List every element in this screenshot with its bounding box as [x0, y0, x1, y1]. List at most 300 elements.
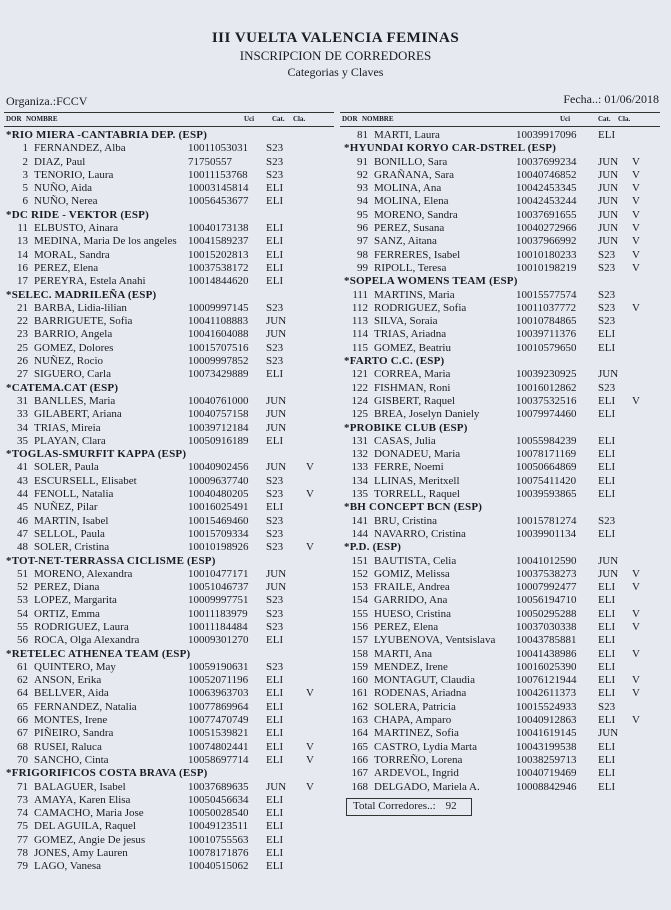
- rider-category: S23: [266, 607, 284, 620]
- rider-name: TENORIO, Laura: [34, 168, 114, 181]
- team-header: [340, 355, 660, 368]
- rider-name: BAUTISTA, Celia: [374, 554, 457, 567]
- right-rows: [340, 129, 660, 794]
- rider-uci: 10040480205: [188, 488, 249, 501]
- rider-dorsal: 5: [22, 182, 28, 195]
- rider-name: ESCURSELL, Elisabet: [34, 474, 137, 487]
- rider-category: JUN: [598, 155, 619, 168]
- rider-row: [340, 195, 660, 208]
- rider-name: HUESO, Cristina: [374, 607, 451, 620]
- rider-uci: 10011053031: [188, 142, 249, 155]
- rider-category: S23: [266, 620, 284, 633]
- rider-dorsal: 94: [357, 195, 368, 208]
- rider-row: [340, 687, 660, 700]
- rider-uci: 10043199538: [516, 740, 577, 753]
- rider-dorsal: 48: [17, 541, 28, 554]
- rider-category: ELI: [598, 527, 616, 540]
- rider-category: JUN: [598, 727, 619, 740]
- rider-name: ORTIZ, Emma: [34, 607, 100, 620]
- rider-row: [4, 475, 334, 488]
- rider-dorsal: 68: [17, 740, 28, 753]
- rider-row: [4, 488, 334, 501]
- rider-row: [340, 315, 660, 328]
- rider-category: ELI: [598, 408, 616, 421]
- rider-uci: 10056194710: [516, 594, 577, 607]
- rider-category: ELI: [266, 714, 284, 727]
- col-cla: Cla.: [618, 115, 631, 123]
- rider-category: ELI: [598, 767, 616, 780]
- rider-category: JUN: [598, 195, 619, 208]
- rider-uci: 10039712184: [188, 421, 249, 434]
- rider-classification: V: [306, 753, 314, 766]
- team-header: [4, 289, 334, 302]
- rider-uci: 10009637740: [188, 474, 249, 487]
- rider-name: SIGUERO, Carla: [34, 368, 111, 381]
- rider-dorsal: 31: [17, 394, 28, 407]
- col-uci: Uci: [560, 115, 571, 123]
- rider-name: MOLINA, Ana: [374, 182, 442, 195]
- rider-dorsal: 45: [17, 501, 28, 514]
- rider-dorsal: 121: [351, 368, 368, 381]
- rider-dorsal: 131: [351, 434, 368, 447]
- rider-uci: 10042611373: [516, 687, 577, 700]
- rider-classification: V: [632, 620, 640, 633]
- rider-category: S23: [598, 248, 616, 261]
- rider-row: [4, 634, 334, 647]
- rider-row: [4, 701, 334, 714]
- rider-classification: V: [632, 182, 640, 195]
- col-dor: DOR: [6, 115, 22, 123]
- rider-dorsal: 64: [17, 687, 28, 700]
- page-subtitle: INSCRIPCION DE CORREDORES: [239, 48, 432, 63]
- rider-row: [4, 568, 334, 581]
- rider-uci: 10010477171: [188, 567, 249, 580]
- rider-dorsal: 27: [17, 368, 28, 381]
- rider-category: ELI: [598, 594, 616, 607]
- rider-dorsal: 159: [351, 660, 368, 673]
- rider-uci: 10037030338: [516, 620, 577, 633]
- rider-row: [340, 767, 660, 780]
- rider-dorsal: 66: [17, 714, 28, 727]
- rider-row: [340, 328, 660, 341]
- rider-dorsal: 91: [357, 155, 368, 168]
- rider-name: JONES, Amy Lauren: [34, 847, 128, 860]
- rider-category: ELI: [598, 434, 616, 447]
- rider-classification: V: [632, 168, 640, 181]
- rider-name: SANCHO, Cinta: [34, 753, 109, 766]
- rider-name: NUÑEZ, Rocio: [34, 355, 104, 368]
- rider-category: ELI: [598, 620, 616, 633]
- left-rows: [4, 129, 334, 874]
- rider-uci: 10079974460: [516, 408, 577, 421]
- rider-dorsal: 93: [357, 182, 368, 195]
- rider-uci: 10037538172: [188, 261, 249, 274]
- rider-category: JUN: [598, 567, 619, 580]
- team-header: [4, 129, 334, 142]
- rider-row: [340, 594, 660, 607]
- left-column: [4, 112, 334, 874]
- rider-classification: V: [306, 541, 314, 554]
- rider-dorsal: 132: [351, 448, 368, 461]
- rider-name: FERRE, Noemi: [374, 461, 444, 474]
- rider-classification: V: [306, 687, 314, 700]
- rider-uci: 10042453345: [516, 182, 577, 195]
- rider-dorsal: 144: [351, 527, 368, 540]
- rider-category: S23: [266, 355, 284, 368]
- rider-uci: 10037689635: [188, 780, 249, 793]
- rider-uci: 71750557: [188, 155, 232, 168]
- rider-category: ELI: [266, 275, 284, 288]
- rider-dorsal: 166: [351, 753, 368, 766]
- rider-category: ELI: [598, 740, 616, 753]
- rider-classification: V: [632, 647, 640, 660]
- rider-category: ELI: [598, 488, 616, 501]
- rider-dorsal: 26: [17, 355, 28, 368]
- rider-name: DIAZ, Paul: [34, 155, 86, 168]
- rider-category: ELI: [266, 182, 284, 195]
- rider-uci: 10011153768: [188, 168, 248, 181]
- rider-dorsal: 67: [17, 727, 28, 740]
- rider-classification: V: [632, 155, 640, 168]
- rider-classification: V: [632, 581, 640, 594]
- rider-name: GRAÑANA, Sara: [374, 168, 455, 181]
- rider-name: RODRIGUEZ, Laura: [34, 620, 129, 633]
- rider-row: [340, 714, 660, 727]
- rider-uci: 10040719469: [516, 767, 577, 780]
- rider-name: DELGADO, Mariela A.: [374, 780, 480, 793]
- rider-row: [340, 701, 660, 714]
- rider-dorsal: 154: [351, 594, 368, 607]
- rider-classification: V: [632, 222, 640, 235]
- rider-uci: 10003145814: [188, 182, 249, 195]
- rider-name: SOLER, Paula: [34, 461, 99, 474]
- rider-uci: 10015707516: [188, 341, 249, 354]
- team-name: *TOGLAS-SMURFIT KAPPA (ESP): [6, 448, 187, 461]
- rider-name: BREA, Joselyn Daniely: [374, 408, 480, 421]
- team-name: *SELEC. MADRILEÑA (ESP): [6, 288, 157, 301]
- rider-uci: 10010198219: [516, 261, 577, 274]
- rider-name: BONILLO, Sara: [374, 155, 448, 168]
- rider-dorsal: 160: [351, 674, 368, 687]
- rider-uci: 10040173138: [188, 222, 249, 235]
- rider-name: PEREYRA, Estela Anahi: [34, 275, 146, 288]
- rider-dorsal: 113: [351, 315, 368, 328]
- team-header: [340, 541, 660, 554]
- rider-dorsal: 81: [357, 129, 368, 141]
- team-name: *FARTO C.C. (ESP): [344, 355, 445, 368]
- rider-dorsal: 3: [22, 168, 28, 181]
- rider-dorsal: 151: [351, 554, 368, 567]
- rider-name: CASTRO, Lydia Marta: [374, 740, 477, 753]
- rider-classification: V: [306, 780, 314, 793]
- rider-uci: 10063963703: [188, 687, 249, 700]
- rider-uci: 10041589237: [188, 235, 249, 248]
- team-header: [340, 422, 660, 435]
- rider-name: GOMEZ, Beatriu: [374, 341, 451, 354]
- rider-category: ELI: [266, 820, 284, 833]
- rider-row: [4, 834, 334, 847]
- rider-dorsal: 158: [351, 647, 368, 660]
- rider-category: ELI: [266, 807, 284, 820]
- rider-name: SOLERA, Patricia: [374, 700, 456, 713]
- rider-uci: 10016012862: [516, 381, 577, 394]
- team-name: *DC RIDE - VEKTOR (ESP): [6, 208, 149, 221]
- rider-name: PLAYAN, Clara: [34, 434, 106, 447]
- rider-dorsal: 52: [17, 581, 28, 594]
- rider-category: ELI: [598, 714, 616, 727]
- rider-row: [4, 169, 334, 182]
- rider-dorsal: 152: [351, 567, 368, 580]
- rider-name: MARTI, Ana: [374, 647, 433, 660]
- rider-category: ELI: [266, 687, 284, 700]
- rider-uci: 10037966992: [516, 235, 577, 248]
- rider-row: [340, 395, 660, 408]
- team-name: *FRIGORIFICOS COSTA BRAVA (ESP): [6, 767, 208, 780]
- rider-dorsal: 35: [17, 434, 28, 447]
- team-name: *RETELEC ATHENEA TEAM (ESP): [6, 647, 191, 660]
- rider-row: [4, 608, 334, 621]
- rider-uci: 10008842946: [516, 780, 577, 793]
- rider-classification: V: [632, 607, 640, 620]
- rider-row: [4, 754, 334, 767]
- team-header: [4, 767, 334, 780]
- rider-category: ELI: [598, 780, 616, 793]
- rider-dorsal: 56: [17, 634, 28, 647]
- rider-row: [4, 714, 334, 727]
- rider-dorsal: 43: [17, 474, 28, 487]
- rider-dorsal: 124: [351, 394, 368, 407]
- rider-dorsal: 61: [17, 660, 28, 673]
- rider-dorsal: 25: [17, 341, 28, 354]
- rider-classification: V: [632, 301, 640, 314]
- col-dor: DOR: [342, 115, 358, 123]
- rider-name: MOLINA, Elena: [374, 195, 449, 208]
- rider-row: [4, 222, 334, 235]
- rider-uci: 10037699234: [516, 155, 577, 168]
- rider-name: NUÑEZ, Pilar: [34, 501, 98, 514]
- rider-category: S23: [598, 700, 616, 713]
- rider-uci: 10010579650: [516, 341, 577, 354]
- rider-classification: V: [632, 208, 640, 221]
- team-name: *TOT-NET-TERRASSA CICLISME (ESP): [6, 554, 216, 567]
- rider-row: [4, 781, 334, 794]
- rider-uci: 10015781274: [516, 514, 577, 527]
- rider-uci: 10037691655: [516, 208, 577, 221]
- rider-row: [340, 475, 660, 488]
- rider-name: MORAL, Sandra: [34, 248, 110, 261]
- rider-category: S23: [266, 541, 284, 554]
- rider-uci: 10040272966: [516, 222, 577, 235]
- rider-dorsal: 6: [22, 195, 28, 208]
- rider-dorsal: 164: [351, 727, 368, 740]
- rider-dorsal: 17: [17, 275, 28, 288]
- rider-row: [340, 435, 660, 448]
- rider-row: [4, 235, 334, 248]
- rider-name: CAMACHO, Maria Jose: [34, 807, 144, 820]
- rider-row: [4, 847, 334, 860]
- rider-uci: 10075411420: [516, 474, 577, 487]
- rider-uci: 10010180233: [516, 248, 577, 261]
- rider-row: [340, 515, 660, 528]
- rider-row: [340, 754, 660, 767]
- rider-uci: 10007992477: [516, 581, 577, 594]
- rider-row: [4, 807, 334, 820]
- rider-row: [4, 249, 334, 262]
- rider-uci: 10015709334: [188, 527, 249, 540]
- rider-name: LAGO, Vanesa: [34, 860, 102, 873]
- rider-row: [4, 342, 334, 355]
- rider-name: TORREÑO, Lorena: [374, 753, 463, 766]
- rider-row: [340, 581, 660, 594]
- team-header: [340, 501, 660, 514]
- team-header: [340, 275, 660, 288]
- rider-dorsal: 168: [351, 780, 368, 793]
- rider-category: ELI: [266, 501, 284, 514]
- rider-row: [340, 342, 660, 355]
- rider-name: GOMEZ, Dolores: [34, 341, 114, 354]
- rider-name: ELBUSTO, Ainara: [34, 222, 119, 235]
- rider-dorsal: 165: [351, 740, 368, 753]
- rider-uci: 10040902456: [188, 461, 249, 474]
- rider-uci: 10037532516: [516, 394, 577, 407]
- total-riders-box: [346, 798, 472, 816]
- rider-row: [4, 302, 334, 315]
- rider-category: S23: [266, 341, 284, 354]
- rider-row: [4, 408, 334, 421]
- rider-dorsal: 47: [17, 527, 28, 540]
- rider-category: ELI: [266, 674, 284, 687]
- rider-name: ARDEVOL, Ingrid: [374, 767, 459, 780]
- rider-dorsal: 77: [17, 833, 28, 846]
- rider-name: FERNANDEZ, Natalia: [34, 700, 137, 713]
- col-nombre: NOMBRE: [362, 115, 394, 123]
- rider-row: [4, 461, 334, 474]
- col-cat: Cat.: [598, 115, 611, 123]
- rider-uci: 10041619145: [516, 727, 577, 740]
- rider-category: JUN: [598, 554, 619, 567]
- rider-row: [4, 594, 334, 607]
- rider-name: BRU, Cristina: [374, 514, 437, 527]
- col-cat: Cat.: [272, 115, 285, 123]
- rider-dorsal: 78: [17, 847, 28, 860]
- rider-category: JUN: [598, 208, 619, 221]
- team-name: *SOPELA WOMENS TEAM (ESP): [344, 275, 518, 288]
- team-header: [4, 382, 334, 395]
- rider-name: LLINAS, Meritxell: [374, 474, 460, 487]
- rider-dorsal: 41: [17, 461, 28, 474]
- rider-name: FRAILE, Andrea: [374, 581, 450, 594]
- rider-category: S23: [598, 381, 616, 394]
- rider-uci: 10056453677: [188, 195, 249, 208]
- rider-row: [4, 528, 334, 541]
- rider-category: ELI: [266, 368, 284, 381]
- rider-name: LYUBENOVA, Ventsislava: [374, 634, 496, 647]
- rider-name: TRIAS, Mireia: [34, 421, 101, 434]
- rider-category: ELI: [266, 634, 284, 647]
- rider-row: [340, 222, 660, 235]
- rider-dorsal: 46: [17, 514, 28, 527]
- rider-dorsal: 133: [351, 461, 368, 474]
- rider-category: ELI: [266, 700, 284, 713]
- rider-row: [340, 741, 660, 754]
- rider-row: [340, 621, 660, 634]
- rider-category: JUN: [266, 461, 287, 474]
- rider-uci: 10073429889: [188, 368, 249, 381]
- rider-category: ELI: [266, 753, 284, 766]
- total-value: 92: [445, 800, 457, 812]
- rider-row: [4, 195, 334, 208]
- rider-category: JUN: [266, 581, 287, 594]
- rider-row: [4, 395, 334, 408]
- rider-row: [340, 634, 660, 647]
- rider-dorsal: 79: [17, 860, 28, 873]
- rider-category: S23: [598, 261, 616, 274]
- rider-category: ELI: [598, 461, 616, 474]
- rider-dorsal: 70: [17, 753, 28, 766]
- rider-uci: 10040515062: [188, 860, 249, 873]
- rider-category: ELI: [598, 129, 616, 141]
- rider-name: FERNANDEZ, Alba: [34, 142, 126, 155]
- rider-row: [340, 448, 660, 461]
- rider-dorsal: 21: [17, 301, 28, 314]
- rider-category: JUN: [266, 421, 287, 434]
- rider-row: [340, 382, 660, 395]
- rider-name: PEREZ, Susana: [374, 222, 445, 235]
- rider-category: S23: [266, 155, 284, 168]
- rider-dorsal: 156: [351, 620, 368, 633]
- rider-uci: 10014844620: [188, 275, 249, 288]
- rider-category: JUN: [266, 315, 287, 328]
- rider-uci: 10010198926: [188, 541, 249, 554]
- rider-name: BARRIO, Angela: [34, 328, 113, 341]
- date: Fecha..: 01/06/2018: [563, 92, 659, 106]
- rider-uci: 10040912863: [516, 714, 577, 727]
- col-nombre: NOMBRE: [26, 115, 58, 123]
- team-name: *P.D. (ESP): [344, 541, 402, 554]
- rider-uci: 10055984239: [516, 434, 577, 447]
- rider-category: S23: [598, 514, 616, 527]
- rider-classification: V: [306, 740, 314, 753]
- rider-dorsal: 13: [17, 235, 28, 248]
- rider-classification: V: [632, 235, 640, 248]
- rider-category: S23: [598, 301, 616, 314]
- rider-dorsal: 75: [17, 820, 28, 833]
- rider-name: SOLER, Cristina: [34, 541, 110, 554]
- rider-row: [4, 156, 334, 169]
- rider-name: NUÑO, Nerea: [34, 195, 98, 208]
- rider-name: PIÑEIRO, Sandra: [34, 727, 114, 740]
- rider-dorsal: 53: [17, 594, 28, 607]
- rider-uci: 10015202813: [188, 248, 249, 261]
- rider-row: [340, 129, 660, 142]
- rider-uci: 10052071196: [188, 674, 249, 687]
- rider-category: ELI: [598, 753, 616, 766]
- rider-name: SANZ, Aitana: [374, 235, 437, 248]
- rider-uci: 10043785881: [516, 634, 577, 647]
- rider-uci: 10040757158: [188, 408, 249, 421]
- rider-category: ELI: [266, 793, 284, 806]
- rider-uci: 10039230925: [516, 368, 577, 381]
- rider-category: ELI: [598, 341, 616, 354]
- rider-category: JUN: [598, 182, 619, 195]
- rider-row: [340, 368, 660, 381]
- rider-classification: V: [306, 461, 314, 474]
- rider-name: RODRIGUEZ, Sofia: [374, 301, 467, 314]
- rider-row: [340, 727, 660, 740]
- rider-row: [340, 461, 660, 474]
- rider-row: [4, 422, 334, 435]
- rider-name: BELLVER, Aida: [34, 687, 109, 700]
